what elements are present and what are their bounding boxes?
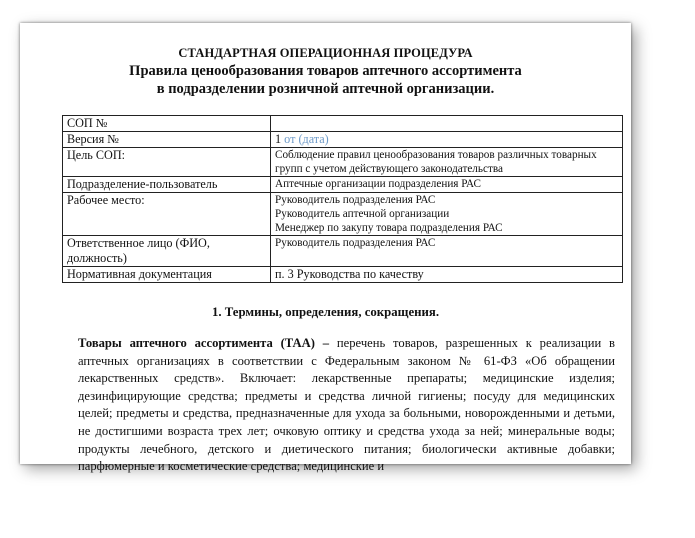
row-label-workplace: Рабочее место: [63,193,271,236]
row-label-user-department: Подразделение-пользователь [63,177,271,193]
section-heading: 1. Термины, определения, сокращения. [211,305,440,319]
table-row [63,177,623,193]
workplace-line: Руководитель подразделения РАС [275,194,436,206]
table-row [63,132,623,148]
row-label-goal: Цель СОП: [63,148,271,177]
sop-info-table [62,115,623,283]
version-number: 1 [275,132,282,146]
definition-paragraph [78,335,615,476]
row-label-responsible: Ответственное лицо (ФИО, должность) [63,236,271,267]
defined-term: Товары аптечного ассортимента (ТАА) – [78,336,330,350]
table-row [63,236,623,267]
table-row [63,148,623,177]
document-header [20,45,631,98]
document-title: СТАНДАРТНАЯ ОПЕРАЦИОННАЯ ПРОЦЕДУРА [178,46,473,60]
row-value-regulatory-docs: п. 3 Руководства по качеству [271,267,623,283]
table-row [63,193,623,236]
definition-text: перечень товаров, разрешенных к реализации в аптечных организациях в соответствии с Федеральным законом № 61-ФЗ «Об обращении лекарственных средств». Включает: лекарственные препараты; медицинские изделия; дезинфицирующие средства; предметы и средства личной гигиены; посуду для медицинских целей; предметы и средства, предназначенные для ухода за больными, новорожденными и детьми, не достигшими возраста трех лет; очковую оптику и средства ухода за ней; минеральные воды; продукты лечебного, детского и диетического питания; биологически активные добавки; парфюмерные и косметические средства; медицинские и [78,336,615,474]
table-row [63,267,623,283]
document-subtitle-line-2: в подразделении розничной аптечной организации. [156,81,495,97]
table-row [63,116,623,132]
document-subtitle-line-1: Правила ценообразования товаров аптечного ассортимента [129,63,522,79]
workplace-line: Менеджер по закупу товара подразделения РАС [275,222,503,234]
document-page [20,23,631,474]
workplace-line: Руководитель аптечной организации [275,208,450,220]
row-value-goal: Соблюдение правил ценообразования товаров различных товарных групп с учетом действующего законодательства [271,148,623,177]
row-value-workplace [271,193,623,236]
row-value-sop-number [271,116,623,132]
version-date-placeholder: от (дата) [284,132,329,146]
row-value-responsible: Руководитель подразделения РАС [271,236,623,267]
row-label-sop-number: СОП № [63,116,271,132]
row-value-version [271,132,623,148]
row-label-version: Версия № [63,132,271,148]
row-value-user-department: Аптечные организации подразделения РАС [271,177,623,193]
row-label-regulatory-docs: Нормативная документация [63,267,271,283]
